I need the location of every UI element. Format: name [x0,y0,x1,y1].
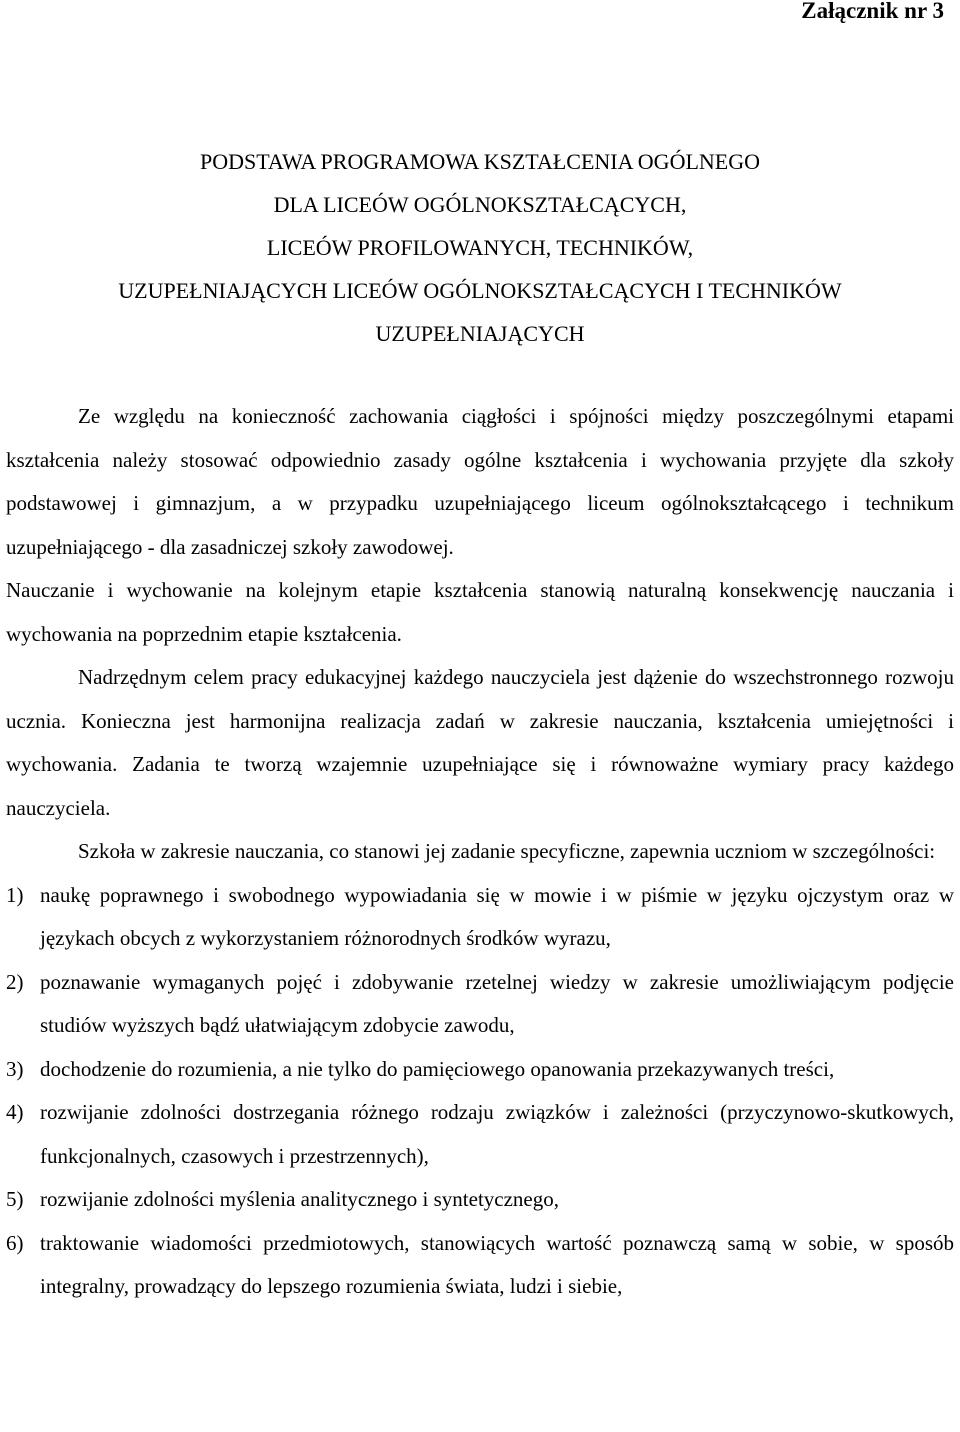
title-line-1: PODSTAWA PROGRAMOWA KSZTAŁCENIA OGÓLNEGO [199,149,760,174]
title-line-3: LICEÓW PROFILOWANYCH, TECHNIKÓW, [266,235,694,260]
list-item [6,1222,954,1309]
list-item-number: 2) [6,969,24,994]
list-item-text: naukę poprawnego i swobodnego wypowiadania się w mowie i w piśmie w języku ojczystym oraz w językach obcych z wykorzystaniem różnorodnych środków wyrazu, [40,882,954,950]
list-item-text: traktowanie wiadomości przedmiotowych, stanowiących wartość poznawczą samą w sobie, w sposób integralny, prowadzący do lepszego rozumienia świata, ludzi i siebie, [40,1230,954,1298]
list-item [6,1178,954,1222]
paragraph-teaching: Nauczanie i wychowanie na kolejnym etapie kształcenia stanowią naturalną konsekwencję nauczania i wychowania na poprzednim etapie kształcenia. [6,578,954,646]
title-line-2: DLA LICEÓW OGÓLNOKSZTAŁCĄCYCH, [273,192,687,217]
list-item [6,874,954,961]
list-item-text: rozwijanie zdolności myślenia analitycznego i syntetycznego, [40,1187,559,1211]
title-line-4: UZUPEŁNIAJĄCYCH LICEÓW OGÓLNOKSZTAŁCĄCYCH I TECHNIKÓW [118,278,842,303]
list-item-text: poznawanie wymaganych pojęć i zdobywanie rzetelnej wiedzy w zakresie umożliwiającym podjęcie studiów wyższych bądź ułatwiającym zdobycie zawodu, [40,969,954,1037]
list-item-number: 3) [6,1056,24,1081]
document-title [0,140,960,355]
paragraph-continuity: Ze względu na konieczność zachowania ciągłości i spójności między poszczególnymi etapami kształcenia należy stosować odpowiednio zasady ogólne kształcenia i wychowania przyjęte dla szkoły podstawowej i gimnazjum, a w przypadku uzupełniającego liceum ogólnokształcącego i technikum uzupełniającego - dla zasadniczej szkoły zawodowej. [6,404,954,559]
paragraph-school-duties: Szkoła w zakresie nauczania, co stanowi jej zadanie specyficzne, zapewnia uczniom w szczególności: [78,839,936,863]
list-item-number: 5) [6,1187,24,1211]
title-line-5: UZUPEŁNIAJĄCYCH [375,321,585,346]
list-item [6,961,954,1048]
list-item-text: rozwijanie zdolności dostrzegania różnego rodzaju związków i zależności (przyczynowo-skutkowych, funkcjonalnych, czasowych i przestrzennych), [40,1100,954,1168]
list-item-number: 4) [6,1100,24,1124]
paragraph-goal: Nadrzędnym celem pracy edukacyjnej każdego nauczyciela jest dążenie do wszechstronnego rozwoju ucznia. Konieczna jest harmonijna realizacja zadań w zakresie nauczania, kształcenia umiejętności i wychowania. Zadania te tworzą wzajemnie uzupełniające się i równoważne wymiary pracy każdego nauczyciela. [6,665,954,820]
list-item-number: 1) [6,882,24,907]
list-item [6,1091,954,1178]
duties-list [6,874,954,1309]
list-item [6,1048,954,1092]
document-body [6,395,954,1309]
annex-label: Załącznik nr 3 [801,0,944,23]
list-item-text: dochodzenie do rozumienia, a nie tylko do pamięciowego opanowania przekazywanych treści, [40,1056,835,1081]
list-item-number: 6) [6,1230,24,1255]
